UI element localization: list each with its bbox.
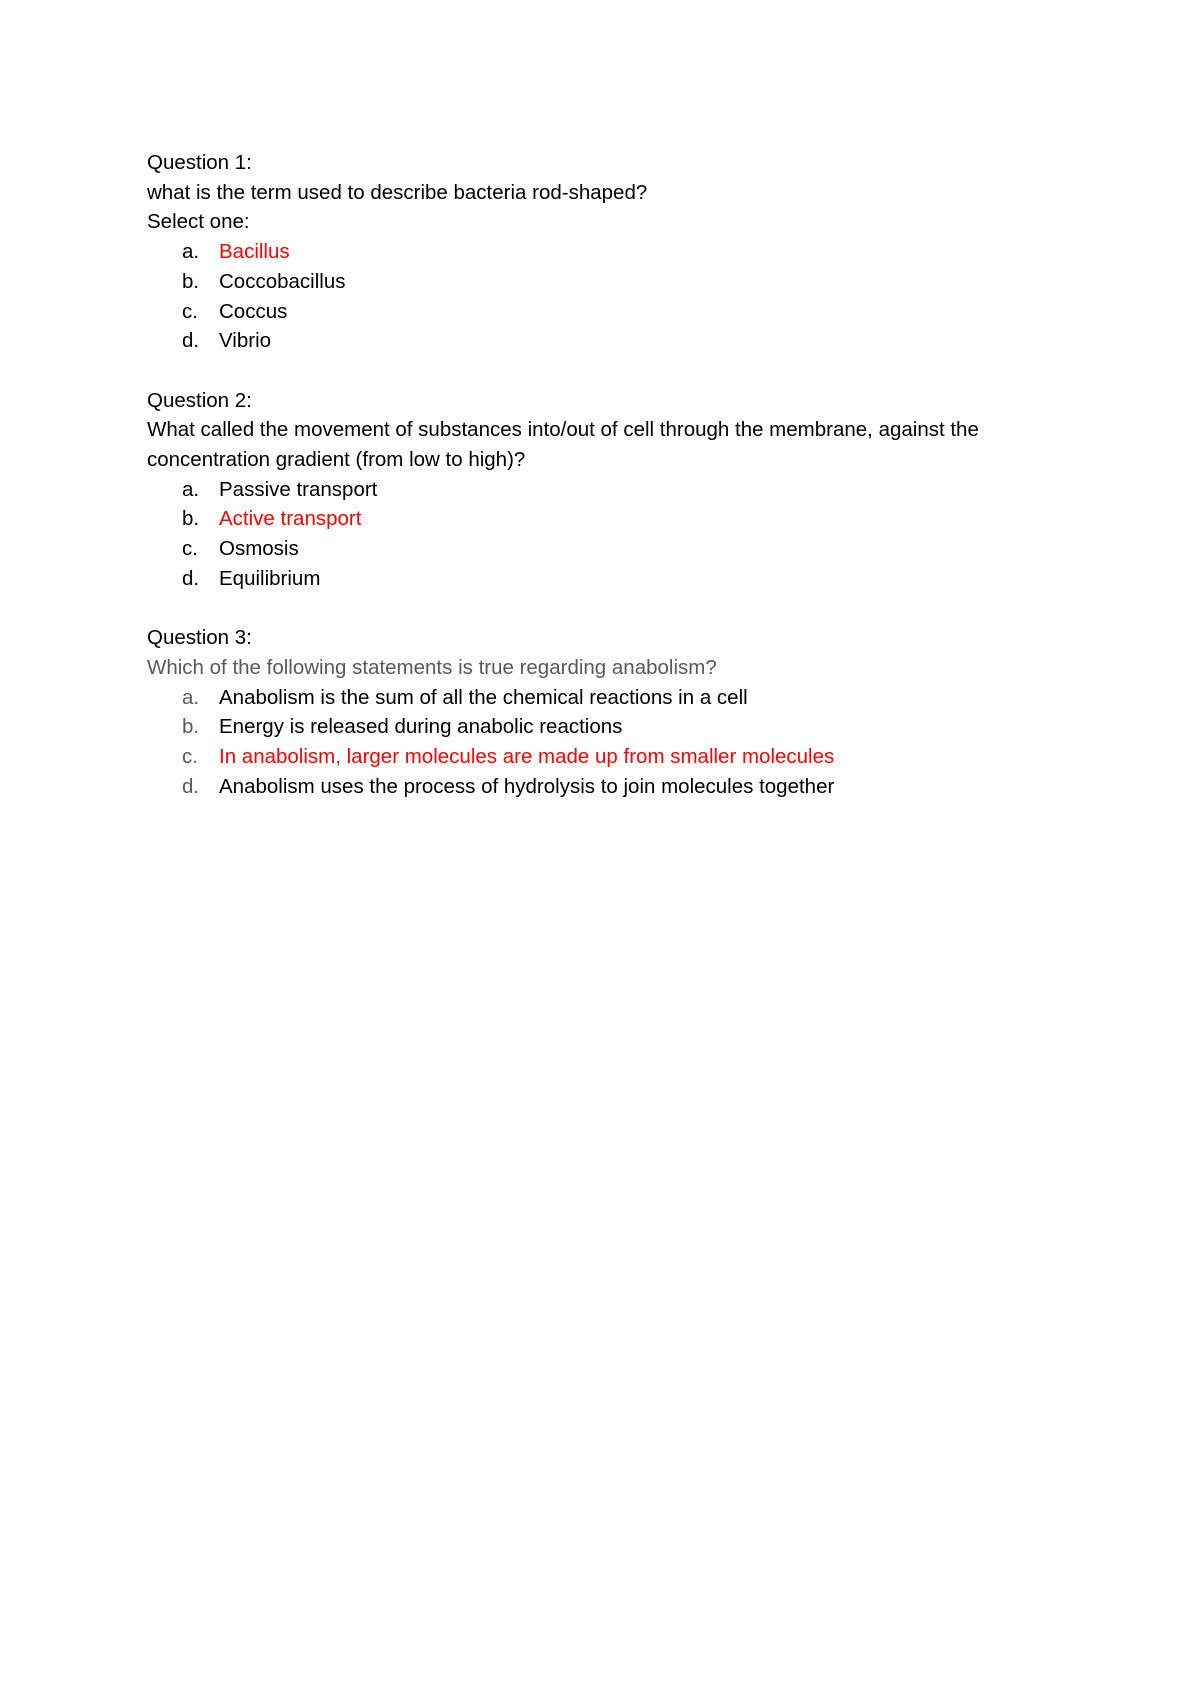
option-letter: c.	[182, 745, 198, 769]
option-letter: c.	[182, 537, 198, 561]
answer-option-c	[147, 742, 1067, 772]
option-text: Equilibrium	[219, 566, 321, 590]
option-letter: d.	[182, 774, 200, 798]
answer-option-d	[147, 326, 1067, 356]
answer-option-d	[147, 772, 1067, 802]
option-letter: a.	[182, 685, 200, 709]
option-letter: d.	[182, 329, 200, 353]
question-3	[147, 623, 1067, 801]
answer-option-c	[147, 534, 1067, 564]
option-text: Coccus	[219, 299, 288, 323]
option-letter: a.	[182, 240, 200, 264]
answer-options	[147, 475, 1067, 594]
option-text: Anabolism uses the process of hydrolysis to join molecules together	[219, 774, 835, 798]
question-text: Which of the following statements is true regarding anabolism?	[147, 655, 717, 679]
option-text: Passive transport	[219, 477, 378, 501]
option-text: Vibrio	[219, 329, 272, 353]
select-one-label: Select one:	[147, 210, 250, 234]
option-letter: d.	[182, 566, 200, 590]
answer-option-d	[147, 564, 1067, 594]
answer-option-b	[147, 712, 1067, 742]
option-text-correct: Active transport	[219, 507, 362, 531]
option-letter: b.	[182, 269, 200, 293]
answer-option-b	[147, 267, 1067, 297]
option-letter: b.	[182, 715, 200, 739]
question-text: What called the movement of substances into/out of cell through the membrane, against the concentration gradient (from low to high)?	[147, 418, 979, 472]
answer-option-a	[147, 237, 1067, 267]
question-title: Question 3:	[147, 626, 252, 650]
answer-options	[147, 237, 1067, 356]
question-title: Question 1:	[147, 151, 252, 174]
option-letter: c.	[182, 299, 198, 323]
quiz-content	[147, 148, 1067, 801]
answer-option-b	[147, 504, 1067, 534]
answer-option-c	[147, 297, 1067, 327]
question-2	[147, 386, 1067, 594]
question-1	[147, 148, 1067, 356]
option-letter: a.	[182, 477, 200, 501]
question-text: what is the term used to describe bacteria rod-shaped?	[147, 180, 648, 204]
answer-option-a	[147, 683, 1067, 713]
answer-option-a	[147, 475, 1067, 505]
option-text: Coccobacillus	[219, 269, 346, 293]
question-title: Question 2:	[147, 388, 252, 412]
option-text: Energy is released during anabolic reactions	[219, 715, 623, 739]
option-text-correct: Bacillus	[219, 240, 290, 264]
option-letter: b.	[182, 507, 200, 531]
option-text: Osmosis	[219, 537, 299, 561]
answer-options	[147, 683, 1067, 802]
option-text: Anabolism is the sum of all the chemical reactions in a cell	[219, 685, 748, 709]
option-text-correct: In anabolism, larger molecules are made up from smaller molecules	[219, 745, 835, 769]
